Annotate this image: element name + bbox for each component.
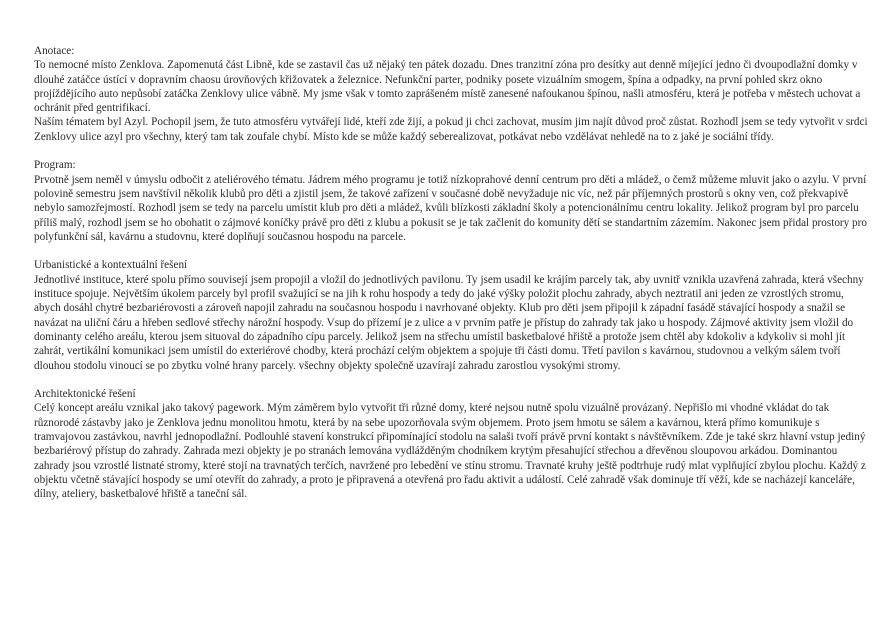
section-anotace <box>34 44 872 144</box>
paragraph: Celý koncept areálu vznikal jako takový pagework. Mým záměrem bylo vytvořit tři různé domy, které nejsou nutně spolu vizuálně provázaný. Nepřišlo mi vhodné vkládat do tak různorodé zástavby jako je Zenklova jednu monolitou hmotu, která by na sebe upozorňovala svým objemem. Proto jsem hmotu se sálem a kavárnou, která přímo komunikuje s tramvajovou zastávkou, navrhl jednopodlažní. Podlouhlé stavení konstrukcí připomínající stodolu na salaši tvoří právě první kontakt s návštěvníkem. Zde je také skrz hlavní vstup jediný bezbariérový přístup do zahrady. Zahrada mezi objekty je po stranách lemována vydlážděným chodníkem krytým přesahující střechou a dřevěnou sloupovou arkádou. Dominantou zahrady jsou vzrostlé listnaté stromy, které stojí na travnatých terčích, navržené pro lebedění ve stínu stromu. Travnaté kruhy ještě podtrhuje rudý mlat vyplňující zbylou plochu. Každý z objektu včetně stávající hospody se umí otevřít do zahrady, a proto je připravená a otevřená pro řadu aktivit a událostí. Celé zahradě však dominuje tří věží, kde se nacházejí kanceláře, dílny, ateliery, basketbalové hřiště a taneční sál. <box>34 402 866 501</box>
paragraph: Naším tématem byl Azyl. Pochopil jsem, že tuto atmosféru vytvářejí lidé, kteří zde žijí, a pokud ji chci zachovat, musím jim najít důvod proč zůstat. Rozhodl jsem se tedy vytvořit v srdci Zenklovy ulice azyl pro všechny, který tam tak zoufale chybí. Místo kde se může každý seberealizovat, potkávat nebo vzdělávat nehledě na to z jaké je sociální třídy. <box>34 116 868 143</box>
section-architektonicke-reseni <box>34 387 872 501</box>
section-heading: Architektonické řešení <box>34 388 136 401</box>
document-page <box>34 44 872 516</box>
section-heading: Program: <box>34 159 76 172</box>
section-urbanisticke-reseni <box>34 258 872 372</box>
paragraph: Jednotlivé instituce, které spolu přímo souvisejí jsem propojil a vložil do jednotlivých pavilonu. Ty jsem usadil ke krájím parcely tak, aby uvnitř vznikla uzavřená zahrada, která všechny instituce spojuje. Největším úkolem parcely byl profil svažující se na jih k rohu hospody a tedy do jaké výšky položit plochu zahrady, abych neztratil ani jeden ze vzrostlých stromu, abych dosáhl chytré bezbariérovosti a zároveň napojil zahradu na současnou hospodu i navrhované objekty. Klub pro děti jsem připojil k západní fasádě stávající hospody a snažil se navázat na uliční čáru a hřeben sedlové střechy nárožní hospody. Vsup do přízemí je z ulice a v prvním patře je přístup do zahrady tak jako u hospody. Zájmové aktivity jsem vložil do dominanty celého areálu, kterou jsem situoval do západního cípu parcely. Jelikož jsem na střechu umístil basketbalové hřiště a protože jsem chtěl aby kdokoliv a kdykoliv si mohl jít zahrát, vertikální komunikaci jsem umístil do exteriérové chodby, která prochází celým objektem a spojuje tři části domu. Třetí pavilon s kavárnou, studovnou a velkým sálem tvoří dlouhou stodolu vinoucí se po zbytku volné hrany parcely. všechny objekty společně uzavírají zahradu zarostlou vysokými stromy. <box>34 273 864 372</box>
paragraph: To nemocné místo Zenklova. Zapomenutá část Libně, kde se zastavil čas už nějaký ten pátek dozadu. Dnes tranzitní zóna pro desítky aut denně míjející jedno či dvoupodlažní domky v dlouhé zatáčce ústící v dopravním chaosu úrovňových křižovatek a železnice. Nefunkční parter, podniky posete vizuálním smogem, špína a odpadky, na první pohled skrz okno projíždějícího auto nepůsobí zatáčka Zenklovy ulice vábně. My jsme však v tomto zaprášeném místě zanesené nafoukanou špínou, našli atmosféru, která je potřeba v městech uchovat a ochránit před gentrifikací. <box>34 59 861 115</box>
section-heading: Urbanistické a kontextuální řešení <box>34 259 188 272</box>
section-heading: Anotace: <box>34 45 75 57</box>
section-program <box>34 158 872 244</box>
paragraph: Prvotně jsem neměl v úmyslu odbočit z ateliérového tématu. Jádrem mého programu je totiž nízkoprahové denní centrum pro děti a mládež, o čemž můžeme mluvit jako o azylu. V první polovině semestru jsem navštívil několik klubů pro děti a zjistil jsem, že takové zařízení v současné době nevyžaduje nic víc, než pár příjemných prostorů s okny ven, což překvapivě nebylo samozřejmostí. Rozhodl jsem se tedy na parcelu umístit klub pro děti a mládež, kvůli blízkosti základní školy a potencionálnímu centru lokality. Jelikož program byl pro parcelu příliš malý, rozhodl jsem se ho obohatit o zájmové koníčky právě pro děti z klubu a pokusit se je tak začlenit do komunity dětí se standartním zázemím. Nakonec jsem přidal prostory pro polyfunkční sál, kavárnu a studovnu, které doplňují současnou hospodu na parcele. <box>34 173 867 243</box>
